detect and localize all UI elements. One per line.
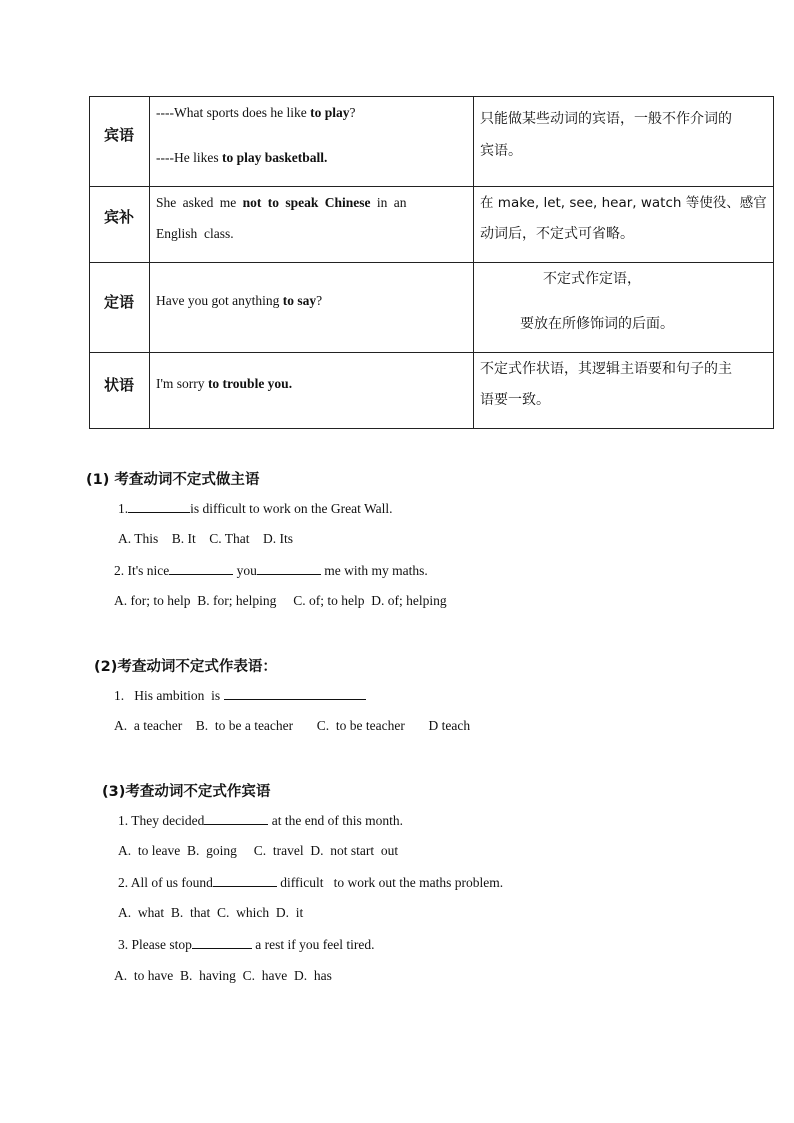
example-text: She asked me — [156, 195, 243, 210]
note-line: 动词后，不定式可省略。 — [480, 226, 634, 242]
example-text: Have you got anything — [156, 293, 283, 308]
note-line: 在 make, let, see, hear, watch 等使役、感官 — [480, 195, 767, 211]
example-emphasis: to play basketball. — [221, 150, 328, 165]
table-border — [89, 428, 774, 429]
example-line — [156, 292, 322, 310]
note-line: 不定式作状语，其逻辑主语要和句子的主 — [480, 361, 732, 377]
answer-blank[interactable] — [224, 687, 366, 700]
example-emphasis: to say — [282, 293, 317, 308]
note-line: 宾语。 — [480, 143, 522, 159]
example-emphasis: not to speak Chinese — [242, 195, 371, 210]
example-line: English class. — [156, 226, 234, 241]
question-text: difficult to work out the maths problem. — [276, 875, 504, 890]
question-3 — [118, 936, 374, 953]
table-border — [89, 96, 774, 97]
question-options: A. what B. that C. which D. it — [118, 905, 304, 920]
note-line: 不定式作定语， — [543, 271, 641, 287]
question-text: 1. They decided — [118, 813, 205, 828]
example-text: ----He likes — [156, 150, 222, 165]
question-number: 1. — [118, 501, 129, 516]
section-title: (1) 考查动词不定式做主语 — [86, 472, 260, 488]
table-border — [773, 96, 774, 429]
answer-blank[interactable] — [213, 874, 277, 887]
example-emphasis: to play — [310, 105, 350, 120]
table-divider — [473, 96, 474, 429]
table-divider — [89, 186, 774, 187]
note-line: 语要一致。 — [480, 392, 550, 408]
question-options: A. to leave B. going C. travel D. not start out — [118, 843, 399, 858]
answer-blank[interactable] — [192, 936, 252, 949]
question-1 — [118, 500, 393, 517]
answer-blank[interactable] — [257, 562, 321, 575]
question-options: A. This B. It C. That D. Its — [118, 531, 294, 546]
example-line — [156, 149, 327, 167]
example-text: ? — [349, 105, 356, 120]
example-line — [156, 194, 407, 212]
question-text: at the end of this month. — [268, 813, 403, 828]
question-text: you — [233, 563, 257, 578]
question-2 — [114, 562, 428, 579]
example-line — [156, 104, 355, 122]
example-line — [156, 375, 292, 393]
question-text: me with my maths. — [320, 563, 428, 578]
table-divider — [89, 262, 774, 263]
table-divider — [89, 352, 774, 353]
question-text: is difficult to work on the Great Wall. — [190, 501, 393, 516]
question-options: A. to have B. having C. have D. has — [114, 968, 332, 983]
question-text: 2. It's nice — [114, 563, 170, 578]
question-2 — [118, 874, 503, 891]
note-line: 要放在所修饰词的后面。 — [520, 316, 674, 332]
example-text: in an — [370, 195, 407, 210]
question-options: A. a teacher B. to be a teacher C. to be teacher D teach — [114, 718, 471, 733]
answer-blank[interactable] — [169, 562, 233, 575]
table-divider — [149, 96, 150, 429]
question-text: 2. All of us found — [118, 875, 213, 890]
table-border — [89, 96, 90, 429]
row-header-object: 宾语 — [104, 126, 135, 144]
answer-blank[interactable] — [128, 500, 190, 513]
question-1 — [114, 687, 366, 704]
answer-blank[interactable] — [204, 812, 268, 825]
question-options: A. for; to help B. for; helping C. of; to help D. of; helping — [114, 593, 447, 608]
note-line: 只能做某些动词的宾语，一般不作介词的 — [480, 111, 732, 127]
example-text: ----What sports does he like — [156, 105, 311, 120]
example-text: I'm sorry — [156, 376, 208, 391]
example-text: ? — [316, 293, 323, 308]
row-header-adverbial: 状语 — [104, 376, 135, 394]
question-text: 1. His ambition is — [114, 688, 224, 703]
row-header-complement: 宾补 — [104, 208, 135, 226]
section-title: (2)考查动词不定式作表语： — [94, 659, 277, 675]
row-header-attributive: 定语 — [104, 293, 135, 311]
section-title: (3)考查动词不定式作宾语 — [102, 784, 271, 800]
question-1 — [118, 812, 403, 829]
example-emphasis: to trouble you. — [207, 376, 293, 391]
question-text: 3. Please stop — [118, 937, 192, 952]
question-text: a rest if you feel tired. — [251, 937, 375, 952]
